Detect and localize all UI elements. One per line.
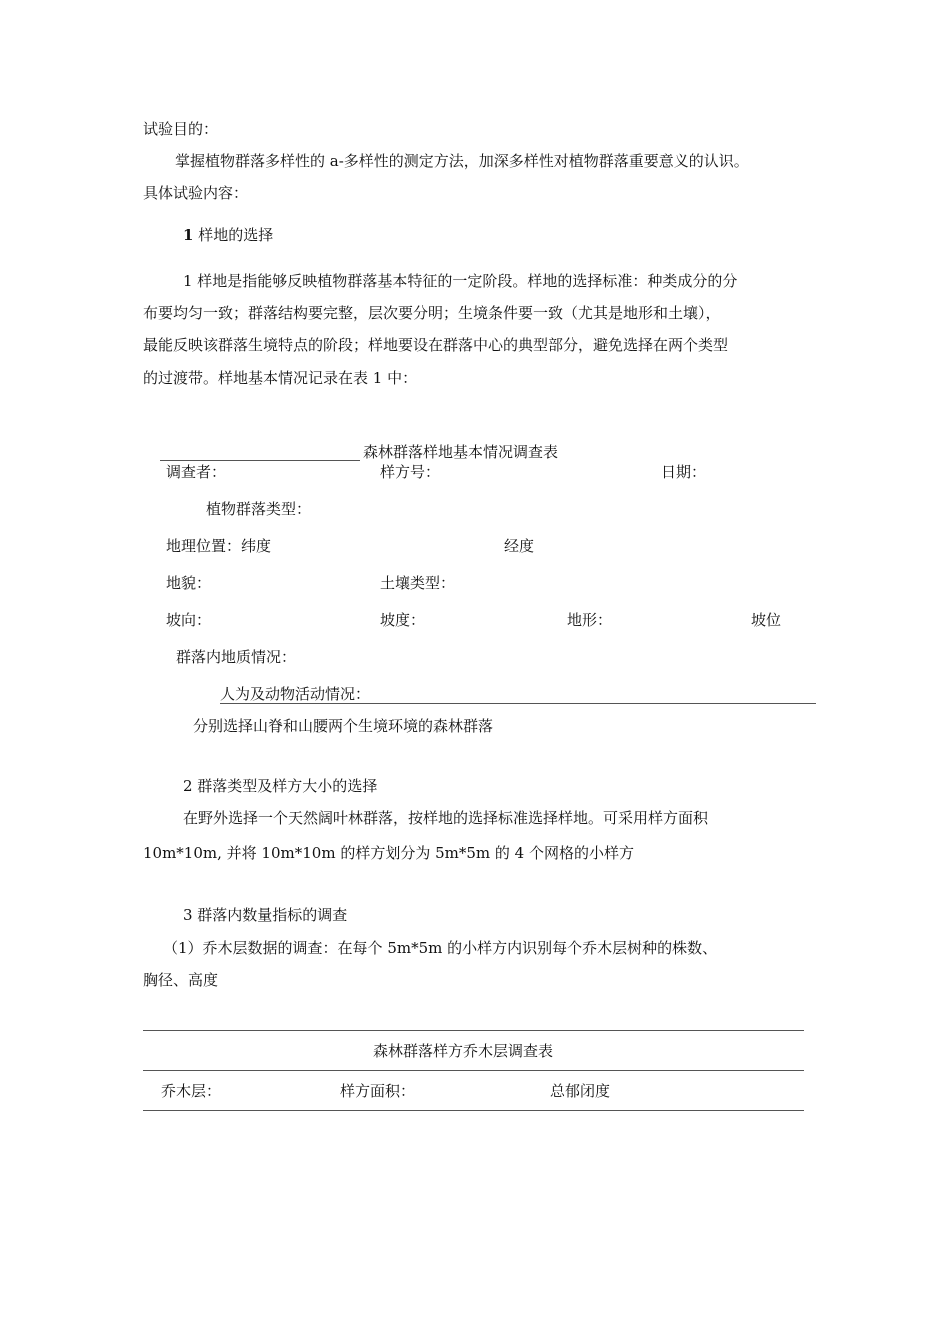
tree-table-bottom-rule [143, 1110, 804, 1111]
slope-position-label: 坡位 [751, 611, 782, 629]
plot-number-label: 样方号： [380, 463, 441, 481]
canopy-closure-label: 总郁闭度 [550, 1082, 611, 1100]
section3-item1-line1: （1）乔木层数据的调查：在每个 5m*5m 的小样方内识别每个乔木层树种的株数、 [163, 939, 718, 957]
date-label: 日期： [661, 463, 707, 481]
section1-heading-num: 1 [183, 226, 194, 244]
plot-area-label: 样方面积： [340, 1082, 416, 1100]
tree-table-top-rule [143, 1030, 804, 1031]
purpose-text: 掌握植物群落多样性的 a-多样性的测定方法，加深多样性对植物群落重要意义的认识。 [175, 152, 749, 170]
form-title-underline [160, 460, 360, 461]
section1-heading-text: 样地的选择 [198, 226, 274, 244]
terrain-label: 地形： [567, 611, 613, 629]
community-type-label: 植物群落类型： [206, 500, 312, 518]
tree-table-mid-rule [143, 1070, 804, 1071]
section1-para-line2: 布要均匀一致；群落结构要完整，层次要分明；生境条件要一致（尤其是地形和土壤）， [143, 304, 721, 322]
investigator-label: 调查者： [166, 463, 227, 481]
longitude-label: 经度 [504, 537, 535, 555]
section2-para-line1: 在野外选择一个天然阔叶林群落，按样地的选择标准选择样地。可采用样方面积 [183, 809, 709, 827]
section3-heading: 3 群落内数量指标的调查 [183, 906, 348, 924]
habitat-note: 分别选择山脊和山腰两个生境环境的森林群落 [193, 717, 494, 735]
slope-label: 坡度： [380, 611, 426, 629]
tree-layer-label: 乔木层： [161, 1082, 222, 1100]
section3-item1-line2: 胸径、高度 [143, 971, 219, 989]
section1-para-line3: 最能反映该群落生境特点的阶段；样地要设在群落中心的典型部分，避免选择在两个类型 [143, 336, 729, 354]
site-form-title: 森林群落样地基本情况调查表 [363, 443, 559, 461]
section1-para-line1: 1 样地是指能够反映植物群落基本特征的一定阶段。样地的选择标准：种类成分的分 [183, 272, 738, 290]
section2-heading: 2 群落类型及样方大小的选择 [183, 777, 378, 795]
geology-label: 群落内地质情况： [176, 648, 297, 666]
latitude-label: 地理位置：纬度 [166, 537, 272, 555]
aspect-label: 坡向： [166, 611, 212, 629]
section2-para-line2: 10m*10m, 并将 10m*10m 的样方划分为 5m*5m 的 4 个网格的小样方 [143, 844, 634, 862]
human-activity-label: 人为及动物活动情况： [220, 685, 371, 703]
tree-table-title: 森林群落样方乔木层调查表 [373, 1042, 554, 1060]
soil-type-label: 土壤类型： [380, 574, 456, 592]
form-bottom-underline [220, 703, 816, 704]
purpose-heading: 试验目的： [143, 120, 219, 138]
landform-label: 地貌： [166, 574, 212, 592]
section1-para-line4: 的过渡带。样地基本情况记录在表 1 中： [143, 369, 418, 387]
content-heading: 具体试验内容： [143, 184, 249, 202]
section1-heading [183, 228, 273, 243]
